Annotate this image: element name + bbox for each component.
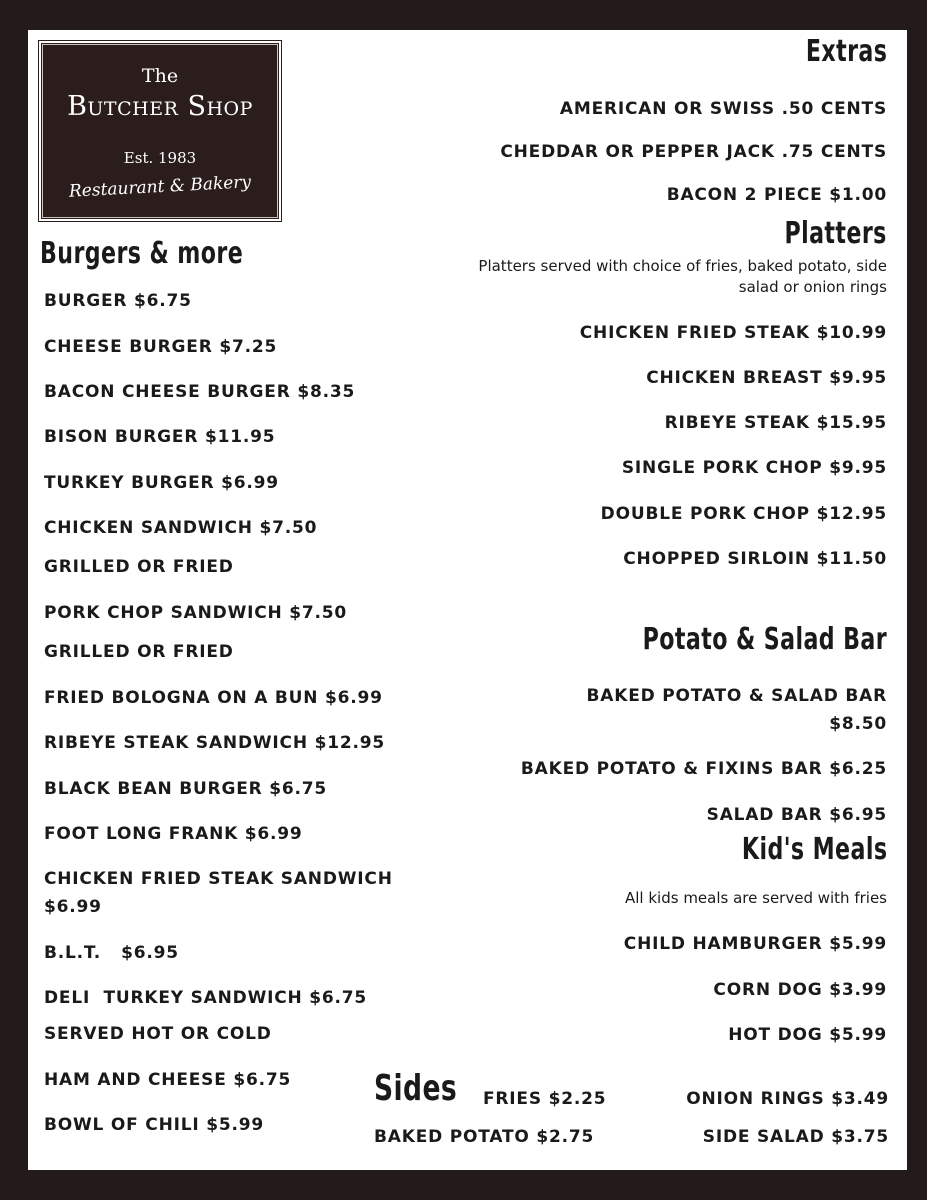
logo-name: Butcher Shop: [67, 91, 253, 122]
butcher-shop-logo: [38, 40, 282, 222]
platters-note-line2: salad or onion rings: [738, 278, 887, 296]
burgers-item: RIBEYE STEAK SANDWICH $12.95: [44, 733, 385, 753]
kids-meals-item: CHILD HAMBURGER $5.99: [623, 934, 887, 954]
burgers-item: BOWL OF CHILI $5.99: [44, 1115, 264, 1135]
logo-the: The: [141, 65, 179, 87]
platters-item: SINGLE PORK CHOP $9.95: [621, 458, 887, 478]
salad-bar-heading: Potato & Salad Bar: [642, 622, 887, 657]
burgers-item: FOOT LONG FRANK $6.99: [44, 824, 303, 844]
burgers-item: TURKEY BURGER $6.99: [44, 473, 279, 493]
sides-fries: FRIES $2.25: [483, 1089, 607, 1109]
extras-item: AMERICAN OR SWISS .50 CENTS: [559, 99, 887, 119]
sides-heading: Sides: [374, 1068, 458, 1109]
burgers-item: FRIED BOLOGNA ON A BUN $6.99: [44, 688, 383, 708]
kids-meals-heading: Kid's Meals: [741, 832, 887, 867]
burgers-item: BACON CHEESE BURGER $8.35: [44, 382, 356, 402]
platters-note: [478, 256, 887, 298]
extras-heading: Extras: [805, 34, 887, 69]
sides-baked-potato: BAKED POTATO $2.75: [374, 1127, 595, 1147]
burgers-item: DELI TURKEY SANDWICH $6.75: [44, 988, 368, 1008]
kids-meals-item: CORN DOG $3.99: [713, 980, 887, 1000]
burgers-item: CHEESE BURGER $7.25: [44, 337, 278, 357]
extras-item: BACON 2 PIECE $1.00: [666, 185, 887, 205]
burgers-item: CHICKEN FRIED STEAK SANDWICH: [44, 869, 393, 889]
kids-meals-note: All kids meals are served with fries: [625, 889, 887, 907]
burgers-item: BISON BURGER $11.95: [44, 427, 276, 447]
salad-bar-item: SALAD BAR $6.95: [706, 805, 887, 825]
platters-item: CHOPPED SIRLOIN $11.50: [623, 549, 887, 569]
burgers-item: B.L.T. $6.95: [44, 943, 179, 963]
burgers-item: BURGER $6.75: [44, 291, 192, 311]
burgers-item: CHICKEN SANDWICH $7.50: [44, 518, 318, 538]
platters-heading: Platters: [784, 216, 887, 251]
burgers-item: PORK CHOP SANDWICH $7.50: [44, 603, 348, 623]
menu-page: [28, 30, 907, 1170]
burgers-item: GRILLED OR FRIED: [44, 642, 234, 662]
logo-established: Est. 1983: [123, 149, 197, 167]
salad-bar-item: BAKED POTATO & SALAD BAR: [586, 686, 887, 706]
burgers-item: $6.99: [44, 897, 102, 917]
platters-item: RIBEYE STEAK $15.95: [664, 413, 887, 433]
platters-note-line1: Platters served with choice of fries, baked potato, side: [478, 257, 887, 275]
salad-bar-item: $8.50: [829, 714, 887, 734]
burgers-heading: Burgers & more: [40, 236, 244, 271]
salad-bar-item: BAKED POTATO & FIXINS BAR $6.25: [520, 759, 887, 779]
burgers-item: GRILLED OR FRIED: [44, 557, 234, 577]
burgers-item: HAM AND CHEESE $6.75: [44, 1070, 292, 1090]
platters-item: CHICKEN BREAST $9.95: [646, 368, 887, 388]
logo-tagline: Restaurant & Bakery: [68, 172, 252, 202]
platters-item: CHICKEN FRIED STEAK $10.99: [579, 323, 887, 343]
platters-item: DOUBLE PORK CHOP $12.95: [600, 504, 887, 524]
burgers-item: SERVED HOT OR COLD: [44, 1024, 272, 1044]
sides-side-salad: SIDE SALAD $3.75: [702, 1127, 889, 1147]
kids-meals-item: HOT DOG $5.99: [728, 1025, 887, 1045]
burgers-item: BLACK BEAN BURGER $6.75: [44, 779, 327, 799]
sides-onion-rings: ONION RINGS $3.49: [686, 1089, 889, 1109]
extras-item: CHEDDAR OR PEPPER JACK .75 CENTS: [500, 142, 887, 162]
